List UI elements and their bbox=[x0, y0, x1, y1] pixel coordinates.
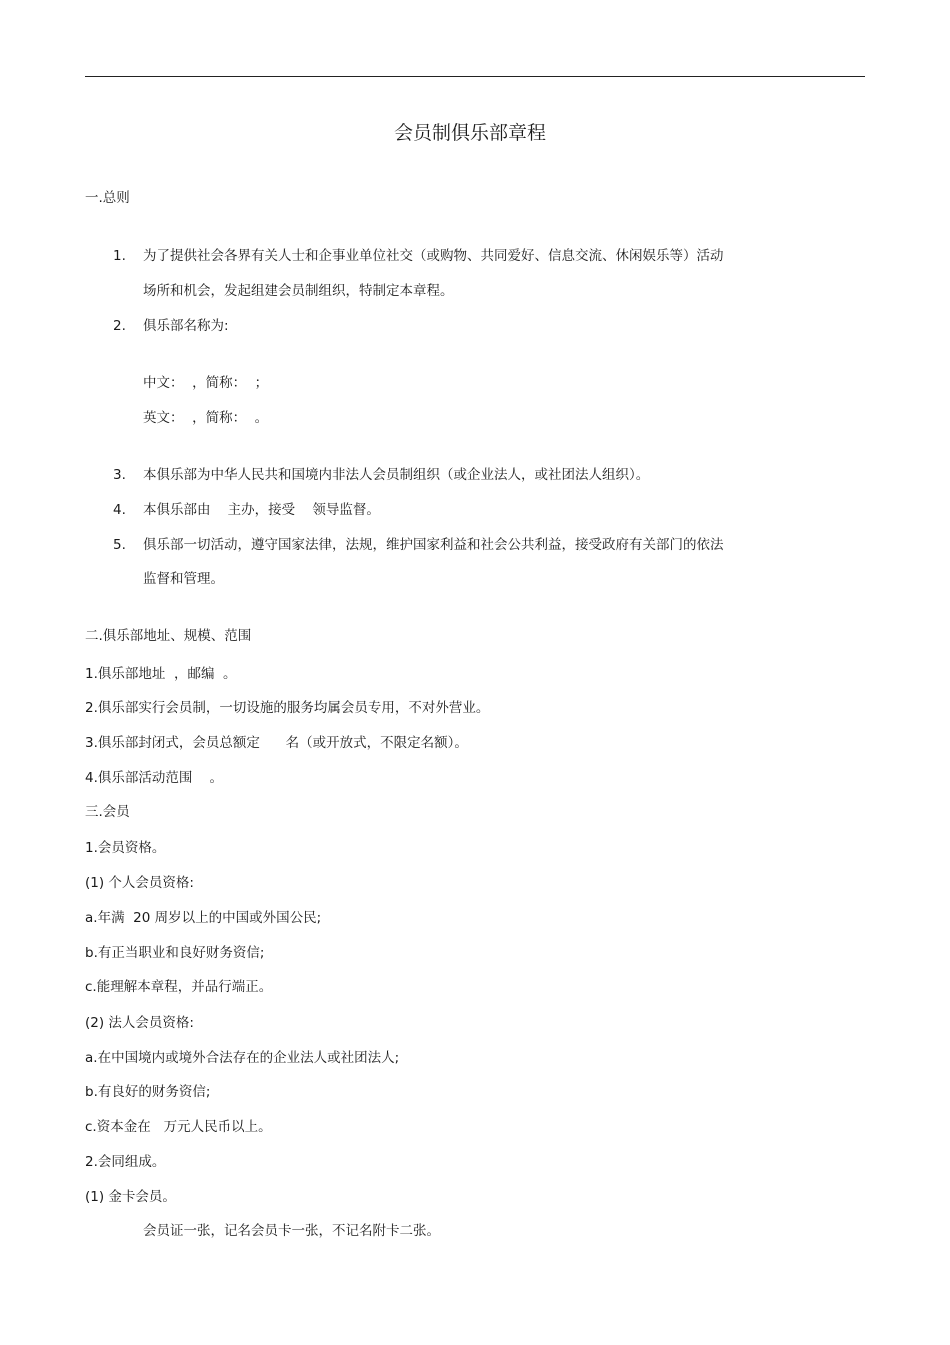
paragraph-line: 2.会同组成。 bbox=[85, 1154, 166, 1170]
paragraph-line: (1) 个人会员资格: bbox=[85, 875, 194, 891]
paragraph-line: (1) 金卡会员。 bbox=[85, 1189, 176, 1205]
club-name-english: 英文： ，简称： 。 bbox=[143, 410, 269, 426]
paragraph-line: 1.俱乐部地址 ，邮编 。 bbox=[85, 666, 237, 682]
paragraph-line: 俱乐部名称为: bbox=[143, 318, 229, 334]
paragraph-line: 本俱乐部由 主办，接受 领导监督。 bbox=[143, 502, 380, 518]
paragraph-line: 监督和管理。 bbox=[143, 571, 224, 587]
paragraph-line: 为了提供社会各界有关人士和企事业单位社交（或购物、共同爱好、信息交流、休闲娱乐等）活动 bbox=[143, 248, 724, 264]
item-number: 3. bbox=[113, 467, 126, 483]
paragraph-line: a.在中国境内或境外合法存在的企业法人或社团法人; bbox=[85, 1050, 400, 1066]
paragraph-line: (2) 法人会员资格: bbox=[85, 1015, 194, 1031]
paragraph-line: 4.俱乐部活动范围 。 bbox=[85, 770, 224, 786]
paragraph-line: 3.俱乐部封闭式，会员总额定 名（或开放式，不限定名额）。 bbox=[85, 735, 468, 751]
paragraph-line: b.有正当职业和良好财务资信; bbox=[85, 945, 265, 961]
paragraph-line: c.资本金在 万元人民币以上。 bbox=[85, 1119, 272, 1135]
paragraph-line: 场所和机会，发起组建会员制组织，特制定本章程。 bbox=[143, 283, 454, 299]
item-number: 5. bbox=[113, 537, 126, 553]
paragraph-line: 会员证一张，记名会员卡一张，不记名附卡二张。 bbox=[143, 1223, 440, 1239]
paragraph-line: 2.俱乐部实行会员制，一切设施的服务均属会员专用，不对外营业。 bbox=[85, 700, 490, 716]
item-number: 1. bbox=[113, 248, 126, 264]
section-heading-address: 二.俱乐部地址、规模、范围 bbox=[85, 628, 252, 644]
document-title: 会员制俱乐部章程 bbox=[393, 122, 546, 144]
paragraph-line: 俱乐部一切活动，遵守国家法律，法规，维护国家利益和社会公共利益，接受政府有关部门的依法 bbox=[143, 537, 724, 553]
paragraph-line: a.年满 20 周岁以上的中国或外国公民; bbox=[85, 910, 322, 926]
paragraph-line: 1.会员资格。 bbox=[85, 840, 166, 856]
section-heading-members: 三.会员 bbox=[85, 804, 130, 820]
club-name-chinese: 中文： ，简称： ； bbox=[143, 375, 269, 391]
item-number: 4. bbox=[113, 502, 126, 518]
paragraph-line: 本俱乐部为中华人民共和国境内非法人会员制组织（或企业法人，或社团法人组织）。 bbox=[143, 467, 650, 483]
paragraph-line: b.有良好的财务资信; bbox=[85, 1084, 211, 1100]
paragraph-line: c.能理解本章程，并品行端正。 bbox=[85, 979, 273, 995]
item-number: 2. bbox=[113, 318, 126, 334]
section-heading-general: 一.总则 bbox=[85, 190, 130, 206]
header-rule bbox=[85, 76, 865, 77]
